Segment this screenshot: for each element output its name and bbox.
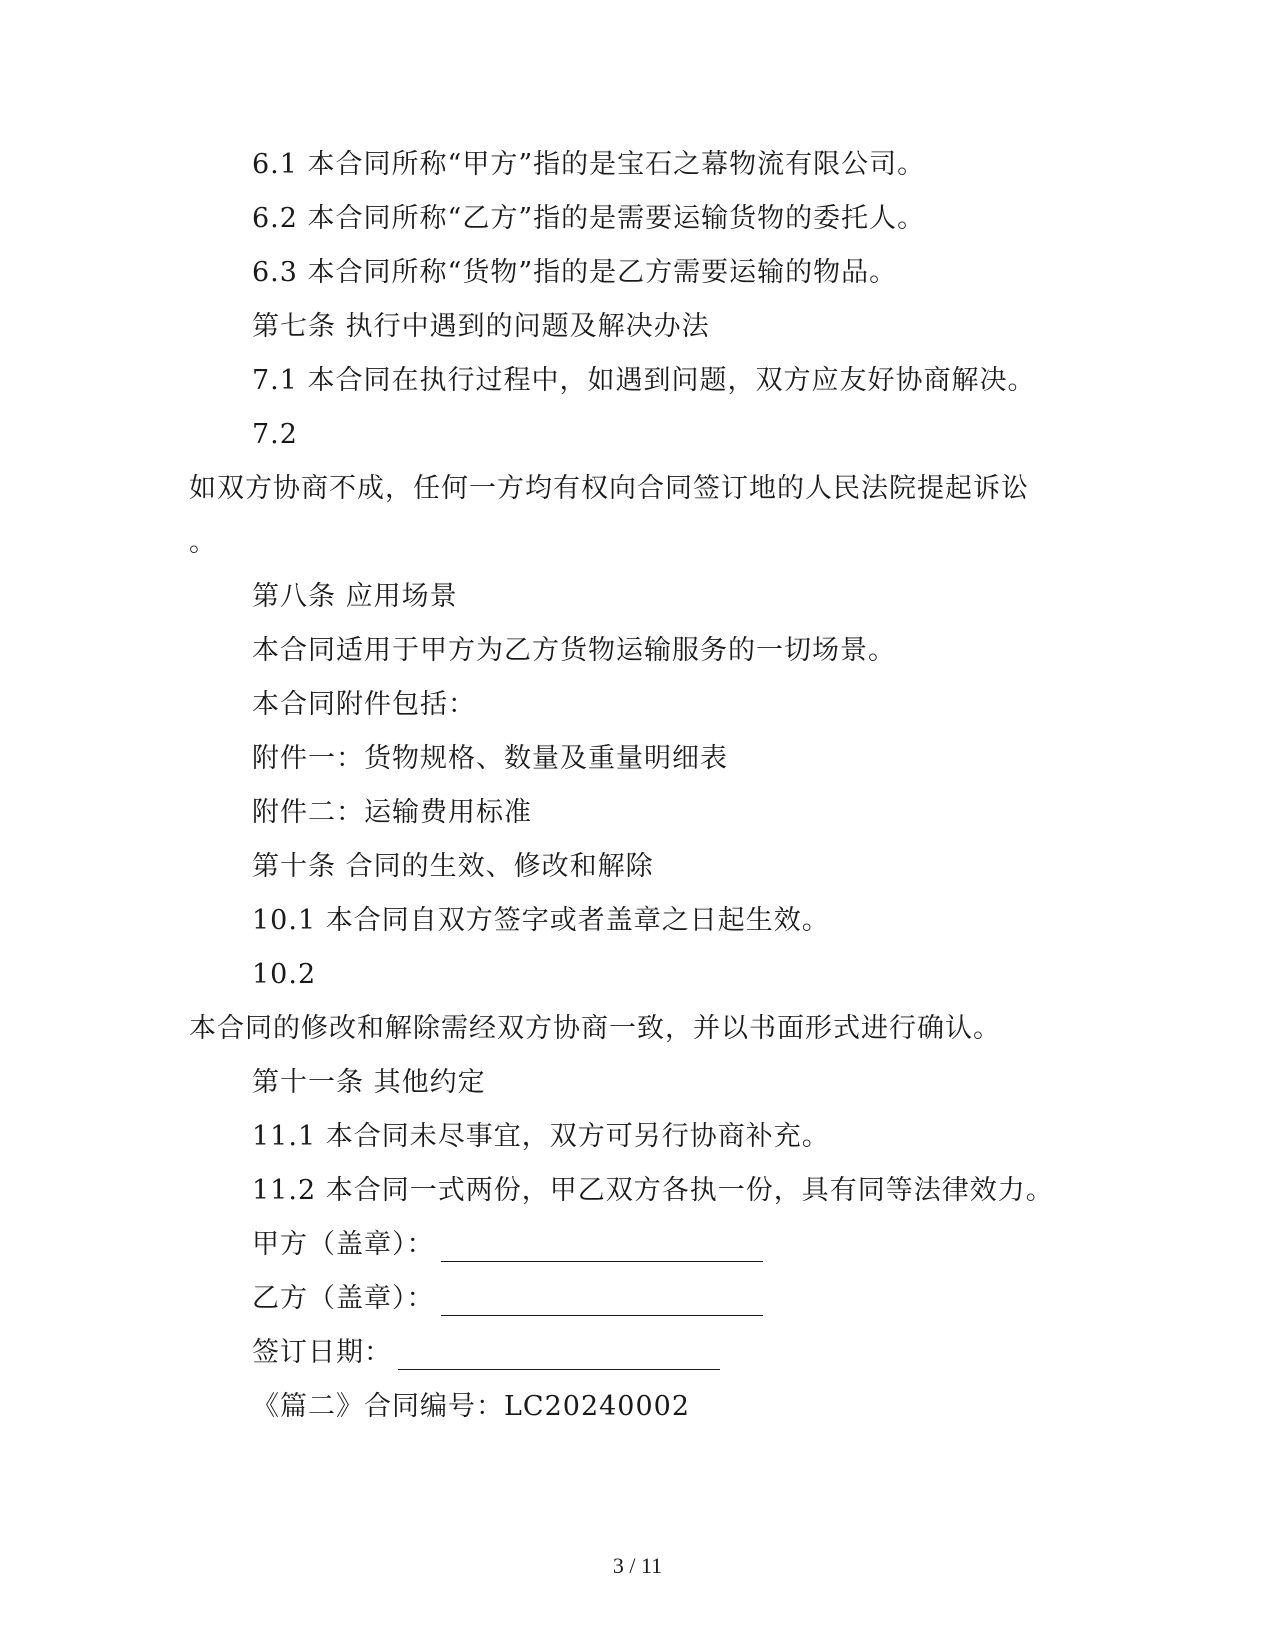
- attachment-2: 附件二：运输费用标准: [252, 797, 532, 828]
- party-a-label: 甲方（盖章）：: [252, 1229, 435, 1260]
- attachment-1: 附件一：货物规格、数量及重量明细表: [252, 743, 728, 774]
- article-10-heading: 第十条 合同的生效、修改和解除: [252, 851, 654, 882]
- clause-6-1: 6.1 本合同所称“甲方”指的是宝石之幕物流有限公司。: [252, 149, 926, 180]
- party-b-label: 乙方（盖章）：: [252, 1283, 435, 1314]
- article-8-text: 本合同适用于甲方为乙方货物运输服务的一切场景。: [252, 635, 896, 666]
- clause-6-2: 6.2 本合同所称“乙方”指的是需要运输货物的委托人。: [252, 203, 926, 234]
- sign-date-line: [398, 1343, 720, 1370]
- clause-11-1: 11.1 本合同未尽事宜，双方可另行协商补充。: [252, 1121, 830, 1152]
- article-7-heading: 第七条 执行中遇到的问题及解决办法: [252, 311, 710, 342]
- clause-7-1: 7.1 本合同在执行过程中，如遇到问题，双方应友好协商解决。: [252, 365, 1036, 396]
- attachments-intro: 本合同附件包括：: [252, 689, 476, 720]
- clause-7-2-period: 。: [189, 527, 217, 558]
- party-a-signature-line: [441, 1235, 763, 1262]
- clause-7-2-number: 7.2: [252, 419, 298, 450]
- article-11-heading: 第十一条 其他约定: [252, 1067, 486, 1098]
- contract-number: 《篇二》合同编号：LC20240002: [252, 1391, 691, 1422]
- sign-date-label: 签订日期：: [252, 1337, 392, 1368]
- article-8-heading: 第八条 应用场景: [252, 581, 458, 612]
- party-a-signature: [252, 1228, 763, 1262]
- clause-7-2-text: 如双方协商不成，任何一方均有权向合同签订地的人民法院提起诉讼: [189, 473, 1029, 504]
- page-number: 3 / 11: [612, 1553, 663, 1578]
- clause-11-2: 11.2 本合同一式两份，甲乙双方各执一份，具有同等法律效力。: [252, 1175, 1054, 1206]
- party-b-signature: [252, 1282, 763, 1316]
- party-b-signature-line: [441, 1289, 763, 1316]
- sign-date: [252, 1336, 720, 1370]
- clause-10-1: 10.1 本合同自双方签字或者盖章之日起生效。: [252, 905, 830, 936]
- clause-6-3: 6.3 本合同所称“货物”指的是乙方需要运输的物品。: [252, 257, 898, 288]
- clause-10-2-number: 10.2: [252, 959, 317, 990]
- clause-10-2-text: 本合同的修改和解除需经双方协商一致，并以书面形式进行确认。: [189, 1013, 1001, 1044]
